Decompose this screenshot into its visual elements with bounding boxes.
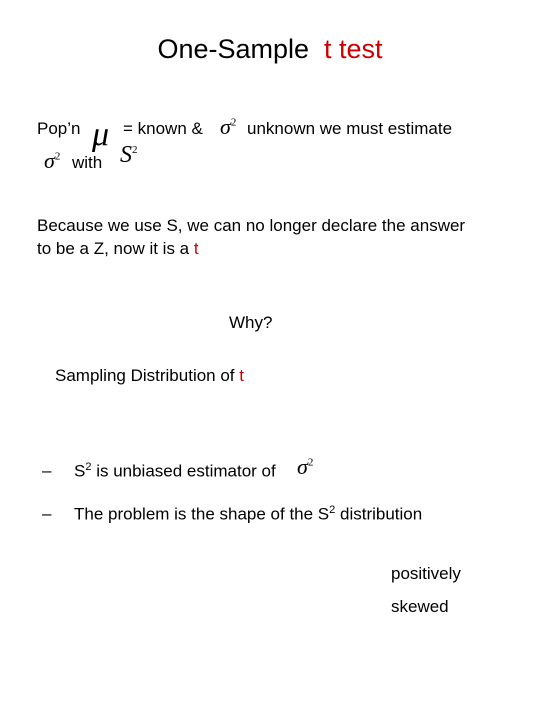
- popn-label: Pop’n: [37, 119, 81, 138]
- bullet-dash-2: –: [42, 504, 52, 523]
- with-text: with: [72, 153, 103, 172]
- note-positively: positively: [391, 564, 461, 583]
- note-skewed: skewed: [391, 597, 449, 616]
- title-main: One-Sample: [157, 34, 310, 64]
- slide-title: [0, 34, 540, 65]
- explanation-paragraph: [37, 214, 507, 260]
- known-text: = known &: [123, 119, 203, 138]
- para-line-2: to be a Z, now it is a t: [37, 239, 199, 258]
- sigma-squared-2: $\sigma^2$: [44, 148, 61, 173]
- sigma-squared-1: $\sigma^2$: [220, 114, 237, 139]
- s-squared: $S^2$: [120, 142, 138, 168]
- mu-symbol: μ: [92, 116, 110, 153]
- bullet-1: $S^2$ is unbiased estimator of: [74, 461, 276, 481]
- bullet-2: The problem is the shape of the $S^2$ distribution: [74, 504, 423, 524]
- sigma-squared-3: $\sigma^2$: [297, 454, 314, 479]
- why-question: Why?: [229, 313, 273, 332]
- unknown-text: unknown we must estimate: [247, 119, 453, 138]
- para-line-1: Because we use S, we can no longer declare the answer: [37, 216, 466, 235]
- title-t-test: t test: [324, 34, 383, 64]
- bullet-dash-1: –: [42, 461, 52, 480]
- sampling-heading: Sampling Distribution of t: [55, 366, 244, 385]
